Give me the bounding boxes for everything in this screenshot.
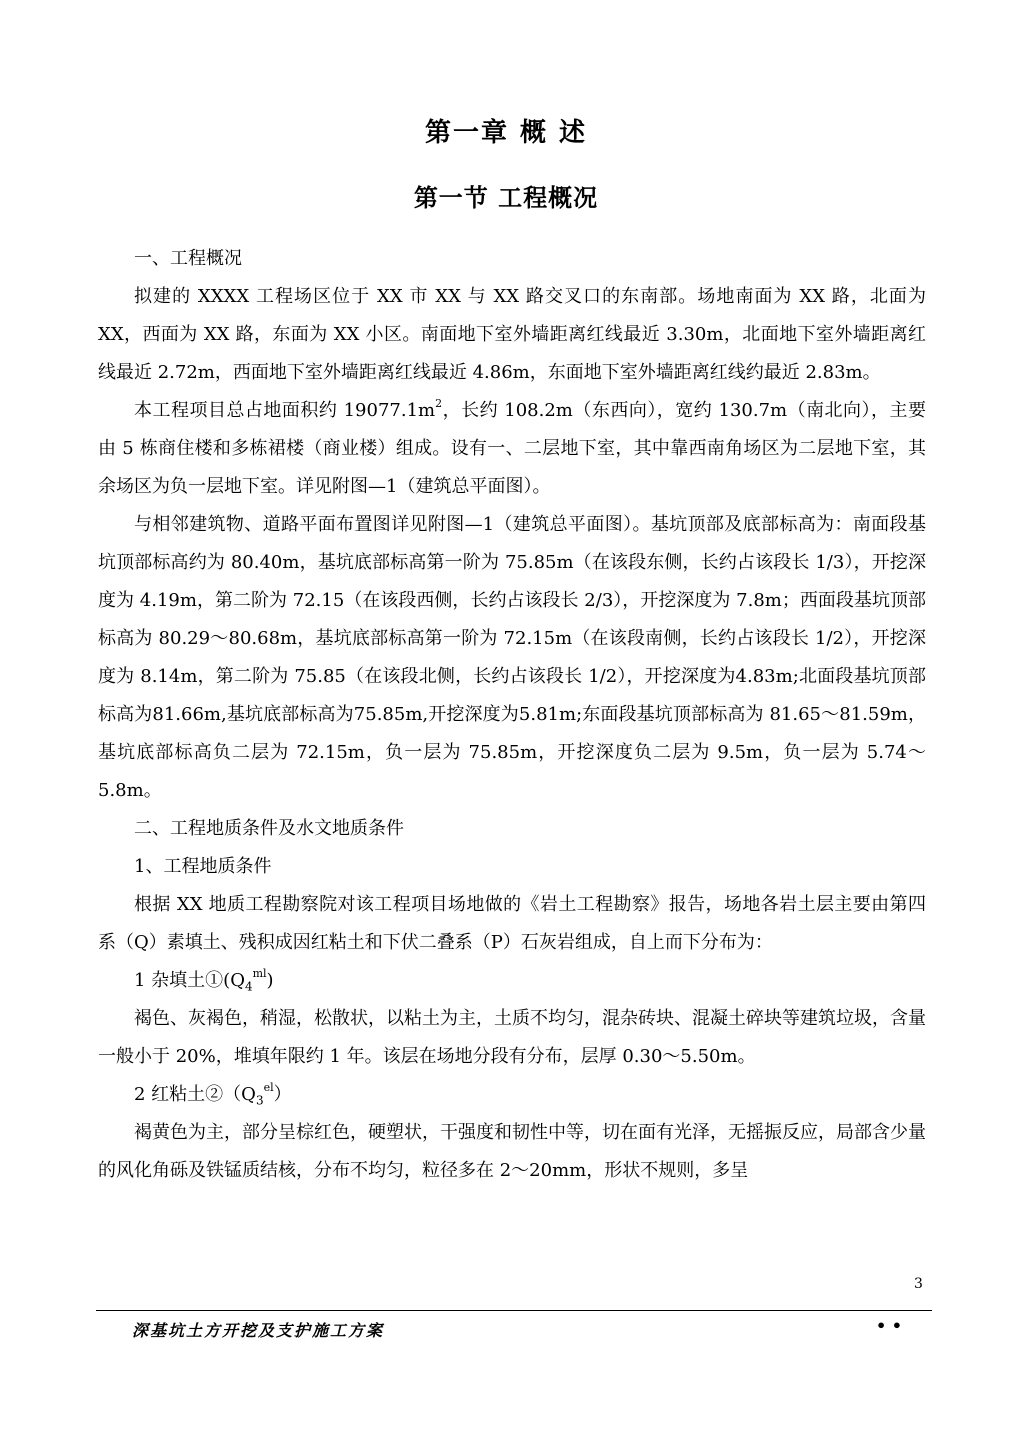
footer-title: 深基坑土方开挖及支护施工方案 bbox=[132, 1321, 385, 1340]
chapter-title: 第一章 概 述 bbox=[424, 118, 588, 148]
page-number: 3 bbox=[914, 1276, 923, 1292]
paragraph-layer-2-description: 褐黄色为主，部分呈棕红色，硬塑状，干强度和韧性中等，切在面有光泽，无摇振反应，局部含少量的风化角砾及铁锰质结核，分布不均匀，粒径多在 2～20mm，形状不规则，多呈 bbox=[98, 1122, 926, 1181]
layer-1-label: 1 杂填土①(Q bbox=[134, 970, 245, 991]
layer-2-superscript: el bbox=[263, 1081, 274, 1094]
paragraph-site-area bbox=[98, 392, 926, 506]
paragraph-survey-report: 根据 XX 地质工程勘察院对该工程项目场地做的《岩土工程勘察》报告，场地各岩土层主要由第四系（Q）素填土、残积成因红粘土和下伏二叠系（P）石灰岩组成，自上而下分布为： bbox=[98, 894, 926, 953]
section-title: 第一节 工程概况 bbox=[413, 183, 599, 212]
layer-2-subscript: 3 bbox=[255, 1093, 264, 1108]
layer-1-superscript: ml bbox=[252, 967, 267, 980]
heading-project-overview: 一、工程概况 bbox=[134, 248, 242, 269]
footer-dots: • • bbox=[876, 1316, 903, 1335]
area-text-continued: ，长约 108.2m（东西向），宽约 130.7m（南北向），主要由 5 栋商住楼和多栋裙楼（商业楼）组成。设有一、二层地下室，其中靠西南角场区为二层地下室，其余场区为负一层地下室。详见附图—1（建筑总平面图）。 bbox=[98, 400, 927, 497]
heading-engineering-geology: 1、工程地质条件 bbox=[134, 856, 272, 877]
document-body bbox=[98, 240, 926, 1190]
layer-2-label: 2 红粘土②（Q bbox=[134, 1084, 256, 1105]
paragraph-site-location: 拟建的 XXXX 工程场区位于 XX 市 XX 与 XX 路交叉口的东南部。场地南面为 XX 路，北面为 XX，西面为 XX 路，东面为 XX 小区。南面地下室外墙距离红线最近 3.30m，北面地下室外墙距离红线最近 2.72m，西面地下室外墙距离红线最近 4.86m，东面地下室外墙距离红线约最近 2.83m。 bbox=[98, 286, 926, 383]
area-unit-superscript: 2 bbox=[435, 397, 443, 410]
paragraph-pit-elevations: 与相邻建筑物、道路平面布置图详见附图—1（建筑总平面图）。基坑顶部及底部标高为：南面段基坑顶部标高约为 80.40m，基坑底部标高第一阶为 75.85m（在该段东侧，长约占该段长 1/3），开挖深度为 4.19m，第二阶为 72.15（在该段西侧，长约占该段长 2/3），开挖深度为 7.8m；西面段基坑顶部标高为 80.29～80.68m，基坑底部标高第一阶为 72.15m（在该段南侧，长约占该段长 1/2），开挖深度为 8.14m，第二阶为 75.85（在该段北侧，长约占该段长 1/2），开挖深度为4.83m;北面段基坑顶部标高为81.66m,基坑底部标高为75.85m,开挖深度为5.81m;东面段基坑顶部标高为 81.65～81.59m，基坑底部标高负二层为 72.15m，负一层为 75.85m，开挖深度负二层为 9.5m，负一层为 5.74～5.8m。 bbox=[98, 514, 926, 801]
layer-2-close: ） bbox=[273, 1084, 292, 1105]
layer-1-subscript: 4 bbox=[244, 979, 253, 994]
layer-1-heading bbox=[98, 962, 926, 1000]
paragraph-layer-1-description: 褐色、灰褐色，稍湿，松散状，以粘土为主，土质不均匀，混杂砖块、混凝土碎块等建筑垃圾，含量一般小于 20%，堆填年限约 1 年。该层在场地分段有分布，层厚 0.30～5.50m。 bbox=[98, 1008, 926, 1067]
footer-divider bbox=[96, 1310, 932, 1311]
area-text: 本工程项目总占地面积约 19077.1m bbox=[134, 400, 436, 421]
layer-1-close: ) bbox=[266, 970, 274, 991]
heading-geology-hydrology: 二、工程地质条件及水文地质条件 bbox=[134, 818, 404, 839]
layer-2-heading bbox=[98, 1076, 926, 1114]
